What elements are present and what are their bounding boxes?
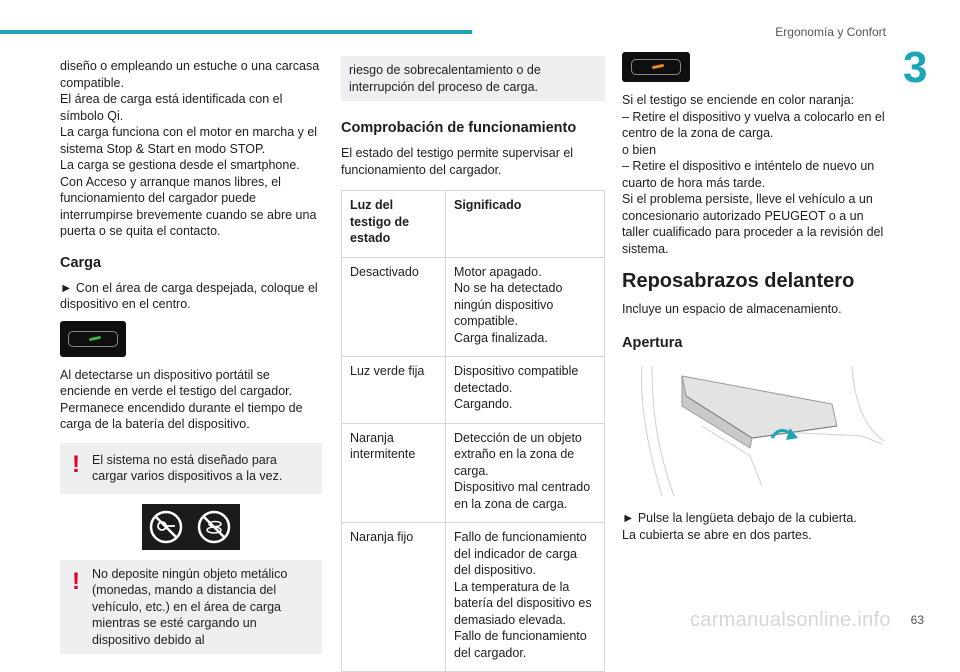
column-3 xyxy=(622,52,887,543)
table-row xyxy=(342,257,605,357)
meaning-line: Motor apagado. xyxy=(454,264,542,279)
table-row xyxy=(342,423,605,523)
table-header-cell: Luz del testigo de estado xyxy=(342,191,446,258)
meaning-line: Detección de un objeto extraño en la zona de carga. xyxy=(454,430,582,478)
table-cell-meaning xyxy=(446,357,605,424)
warning-exclamation-icon: ! xyxy=(72,567,80,595)
table-row xyxy=(342,357,605,424)
table-header-cell: Significado xyxy=(446,191,605,258)
warning-box-continued xyxy=(341,56,605,101)
watermark-text: carmanualsonline.info xyxy=(690,609,891,631)
charger-indicator-orange-image xyxy=(622,52,690,82)
table-cell-state: Luz verde fija xyxy=(342,357,446,424)
check-text: El estado del testigo permite supervisar el funcionamiento del cargador. xyxy=(341,146,574,177)
meaning-line: Carga finalizada. xyxy=(454,330,548,345)
intro-line: El área de carga está identificada con el símbolo Qi. xyxy=(60,92,283,123)
meaning-line: No se ha detectado ningún dispositivo compatible. xyxy=(454,281,563,328)
meaning-line: Fallo de funcionamiento del cargador. xyxy=(454,629,587,660)
or-text: o bien xyxy=(622,142,657,157)
armrest-text: Incluye un espacio de almacenamiento. xyxy=(622,302,842,316)
table-cell-state: Desactivado xyxy=(342,257,446,357)
table-row xyxy=(342,523,605,672)
intro-line: diseño o empleando un estuche o una carcasa compatible. xyxy=(60,59,320,90)
meaning-line: Cargando. xyxy=(454,397,513,411)
table-cell-meaning xyxy=(446,523,605,672)
intro-line: Con Acceso y arranque manos libres, el funcionamiento del cargador puede interrumpirse brevemente cuando se abre una puerta o se quita el contacto. xyxy=(60,174,317,238)
warning-text: riesgo de sobrecalentamiento o de interrupción del proceso de carga. xyxy=(349,63,541,94)
warning-exclamation-icon: ! xyxy=(72,450,80,478)
section-title: Ergonomía y Confort xyxy=(775,25,886,39)
table-header-row xyxy=(342,191,605,258)
orange-intro: Si el testigo se enciende en color naranja: xyxy=(622,93,855,107)
meaning-line: Dispositivo compatible detectado. xyxy=(454,364,579,395)
table-cell-meaning xyxy=(446,257,605,357)
carga-heading: Carga xyxy=(60,254,102,271)
chapter-number: 3 xyxy=(903,43,928,92)
armrest-illustration xyxy=(622,366,884,496)
column-2 xyxy=(341,56,605,672)
table-cell-state: Naranja fijo xyxy=(342,523,446,672)
charger-indicator-green-image xyxy=(60,321,126,357)
option-retry-later: – Retire el dispositivo e inténtelo de nuevo un cuarto de hora más tarde. xyxy=(622,159,875,190)
meaning-line: La temperatura de la batería del dispositivo es demasiado elevada. xyxy=(454,579,592,627)
intro-line: La carga funciona con el motor en marcha y el sistema Stop & Start en modo STOP. xyxy=(60,125,318,156)
table-cell-state: Naranja intermitente xyxy=(342,423,446,523)
column-1 xyxy=(60,58,322,654)
warning-box-multiple-devices xyxy=(60,443,322,494)
table-cell-meaning xyxy=(446,423,605,523)
intro-line: La carga se gestiona desde el smartphone. xyxy=(60,158,300,172)
intro-text xyxy=(60,58,322,240)
page-number: 63 xyxy=(910,613,924,627)
warning-box-metal-objects xyxy=(60,560,322,655)
armrest-heading: Reposabrazos delantero xyxy=(622,270,855,292)
carga-step: ► Con el área de carga despejada, coloque el dispositivo en el centro. xyxy=(60,280,318,311)
carga-description: Al detectarse un dispositivo portátil se enciende en verde el testigo del cargador. Permanece encendido durante el tiempo de carga de la batería del dispositivo. xyxy=(60,367,303,431)
meaning-line: Fallo de funcionamiento del indicador de carga del dispositivo. xyxy=(454,530,587,577)
meaning-line: Dispositivo mal centrado en la zona de carga. xyxy=(454,480,591,511)
warning-text: El sistema no está diseñado para cargar varios dispositivos a la vez. xyxy=(92,452,283,483)
apertura-step: ► Pulse la lengüeta debajo de la cubierta. xyxy=(622,511,857,525)
persist-text: Si el problema persiste, lleve el vehículo a un concesionario autorizado PEUGEOT o a un taller cualificado para proceder a la revisión del sistema. xyxy=(622,192,884,256)
no-keys-no-coins-icon xyxy=(142,504,240,550)
header-accent-bar xyxy=(0,30,472,34)
status-light-table xyxy=(341,190,605,672)
apertura-text: La cubierta se abre en dos partes. xyxy=(622,527,812,542)
no-metal-objects-pictogram xyxy=(142,504,240,550)
apertura-heading: Apertura xyxy=(622,334,683,351)
check-heading: Comprobación de funcionamiento xyxy=(341,120,577,136)
warning-text: No deposite ningún objeto metálico (monedas, mando a distancia del vehículo, etc.) en el área de carga mientras se esté cargando un dispositivo debido al xyxy=(92,566,288,647)
option-reposition: – Retire el dispositivo y vuelva a colocarlo en el centro de la zona de carga. xyxy=(622,109,885,140)
